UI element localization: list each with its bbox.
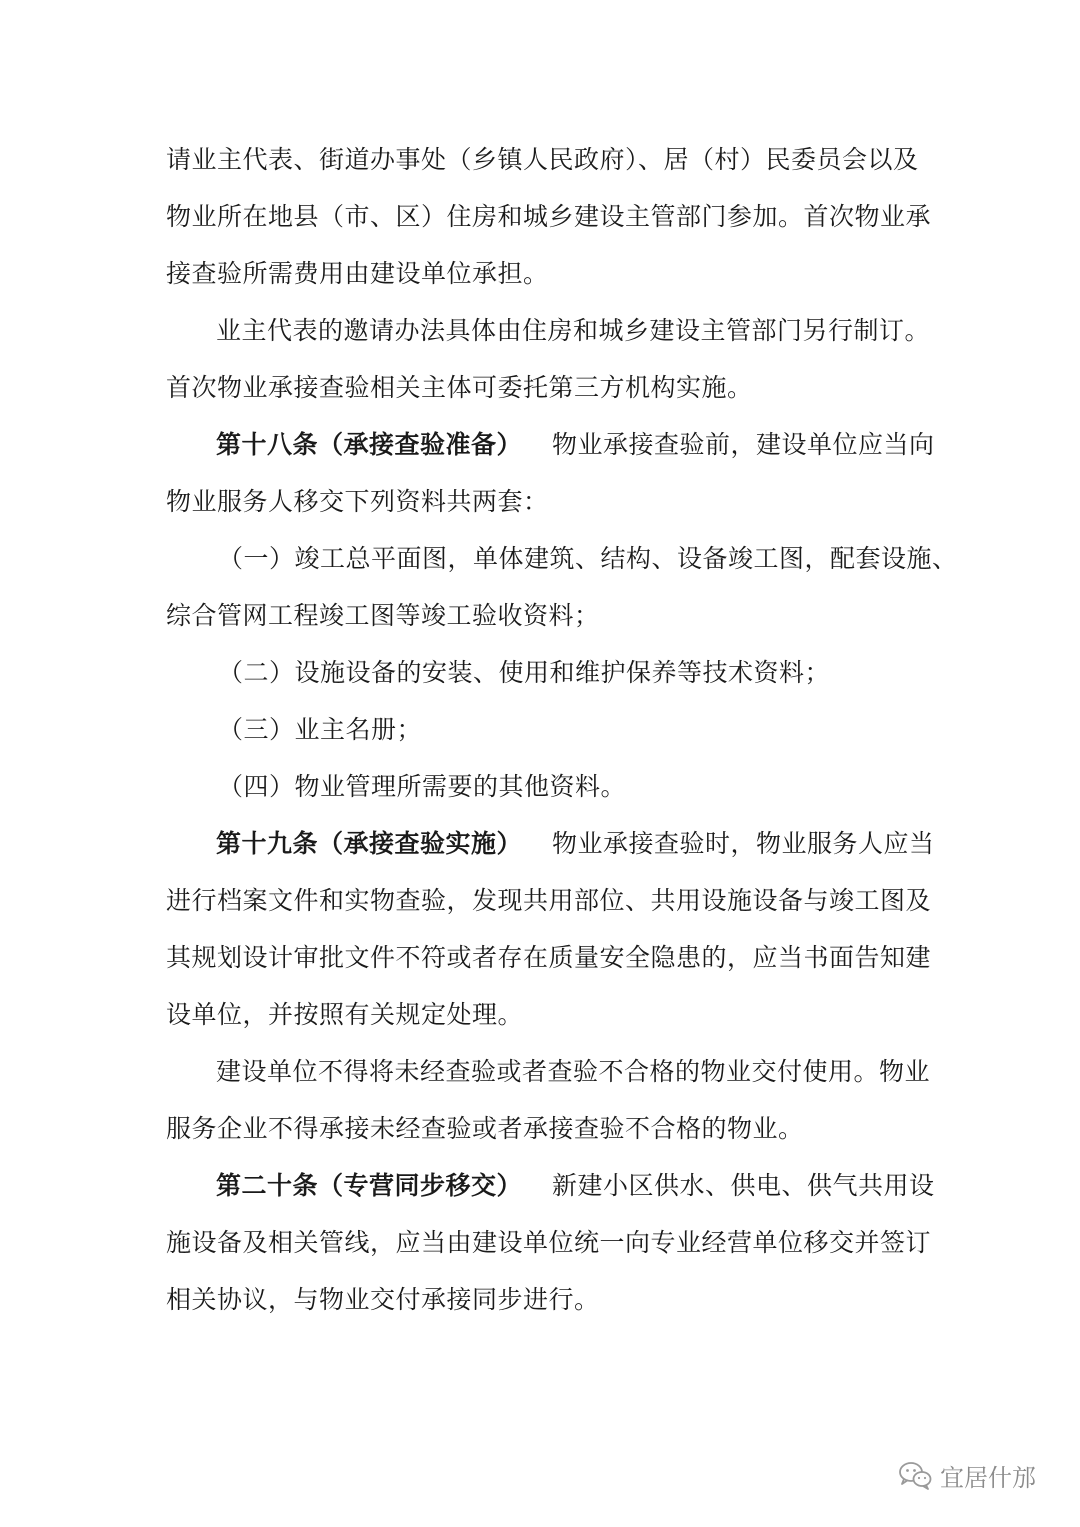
paragraph-line: 施设备及相关管线，应当由建设单位统一向专业经营单位移交并签订 xyxy=(166,1228,932,1257)
article-18 xyxy=(216,428,935,462)
paragraph-line: 进行档案文件和实物查验，发现共用部位、共用设施设备与竣工图及 xyxy=(166,886,932,915)
paragraph-line: 设单位，并按照有关规定处理。 xyxy=(166,1000,524,1029)
article-text: 物业承接查验时，物业服务人应当 xyxy=(552,829,935,858)
watermark-text: 宜居什邡 xyxy=(940,1463,1036,1492)
list-item: （一）竣工总平面图，单体建筑、结构、设备竣工图，配套设施、 xyxy=(218,544,958,573)
wechat-icon xyxy=(898,1460,932,1490)
article-heading: 第十八条（承接查验准备） xyxy=(216,430,523,459)
paragraph-line: 物业服务人移交下列资料共两套： xyxy=(166,487,549,516)
article-20 xyxy=(216,1169,935,1203)
paragraph-line: 服务企业不得承接未经查验或者承接查验不合格的物业。 xyxy=(166,1114,804,1143)
paragraph-line: 建设单位不得将未经查验或者查验不合格的物业交付使用。物业 xyxy=(216,1057,931,1086)
article-heading: 第十九条（承接查验实施） xyxy=(216,829,523,858)
paragraph-line: 业主代表的邀请办法具体由住房和城乡建设主管部门另行制订。 xyxy=(216,316,931,345)
article-heading: 第二十条（专营同步移交） xyxy=(216,1171,523,1200)
paragraph-line: 其规划设计审批文件不符或者存在质量安全隐患的，应当书面告知建 xyxy=(166,943,932,972)
article-19 xyxy=(216,827,935,861)
watermark xyxy=(898,1455,1036,1495)
list-item: （四）物业管理所需要的其他资料。 xyxy=(218,772,627,801)
list-item: （二）设施设备的安装、使用和维护保养等技术资料； xyxy=(218,658,831,687)
article-text: 物业承接查验前，建设单位应当向 xyxy=(552,430,935,459)
paragraph-line: 首次物业承接查验相关主体可委托第三方机构实施。 xyxy=(166,373,753,402)
paragraph-line: 请业主代表、街道办事处（乡镇人民政府）、居（村）民委员会以及 xyxy=(166,145,919,174)
paragraph-line: 物业所在地县（市、区）住房和城乡建设主管部门参加。首次物业承 xyxy=(166,202,932,231)
paragraph-line: 综合管网工程竣工图等竣工验收资料； xyxy=(166,601,600,630)
paragraph-line: 相关协议，与物业交付承接同步进行。 xyxy=(166,1285,600,1314)
list-item: （三）业主名册； xyxy=(218,715,423,744)
paragraph-line: 接查验所需费用由建设单位承担。 xyxy=(166,259,549,288)
article-text: 新建小区供水、供电、供气共用设 xyxy=(552,1171,935,1200)
